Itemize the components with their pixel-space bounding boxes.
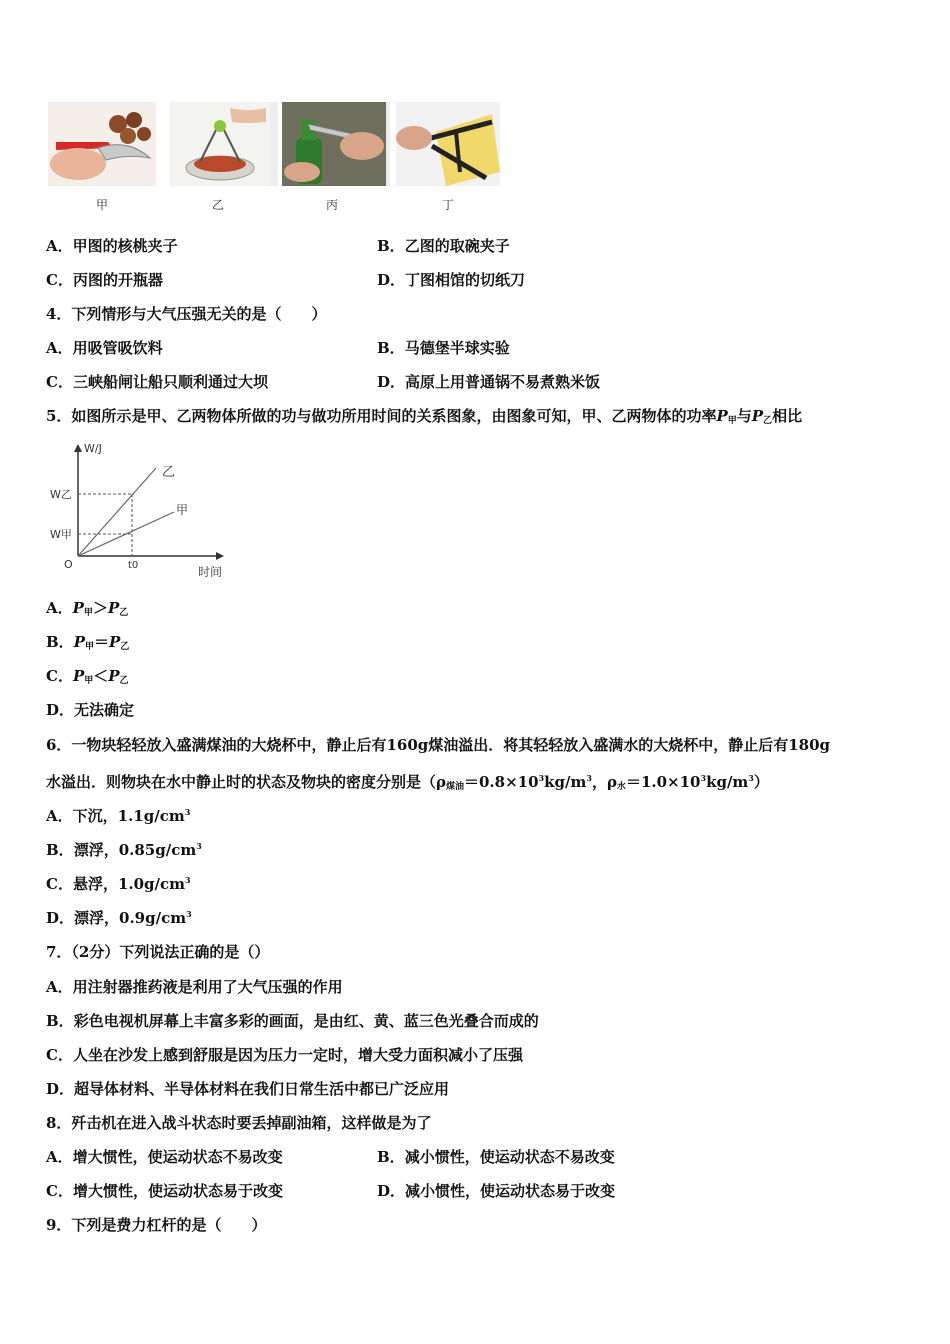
q3-option-c: C．丙图的开瓶器	[46, 271, 163, 289]
q5-option-d: D．无法确定	[46, 701, 135, 719]
origin-label: O	[64, 558, 73, 571]
q8-option-c: C．增大惯性，使运动状态易于改变	[46, 1182, 283, 1200]
q6-option-a: A．下沉，$1.1g/cm^3$	[46, 807, 191, 825]
q5-stem: 5．如图所示是甲、乙两物体所做的功与做功所用时间的关系图象，由图象可知，甲、乙两物体的功率$P_甲$与$P_乙$相比	[46, 407, 803, 426]
q7-option-c: C．人坐在沙发上感到舒服是因为压力一定时，增大受力面积减小了压强	[46, 1046, 523, 1064]
q4-option-a: A．用吸管吸饮料	[46, 339, 163, 357]
q3-option-b: B．乙图的取碗夹子	[377, 237, 510, 255]
y-axis-label: W/J	[84, 442, 102, 455]
bottle-opener-photo	[282, 102, 390, 186]
q8-option-b: B．减小惯性，使运动状态不易改变	[377, 1148, 615, 1166]
q7-stem: 7．（2分）下列说法正确的是（）	[46, 943, 270, 961]
line-yi	[78, 468, 156, 556]
line-yi-label: 乙	[162, 465, 176, 480]
q9-stem: 9．下列是费力杠杆的是（ ）	[46, 1216, 267, 1234]
caption-bing: 丙	[325, 198, 338, 212]
q4-option-d: D．高原上用普通锅不易煮熟米饭	[377, 373, 601, 391]
q8-option-d: D．减小惯性，使运动状态易于改变	[377, 1182, 616, 1200]
q5-option-b: B．$P_甲=P_乙$	[46, 633, 130, 652]
w-jia-label: W甲	[50, 528, 72, 541]
q7-option-a: A．用注射器推药液是利用了大气压强的作用	[46, 978, 343, 996]
q4-option-b: B．马德堡半球实验	[377, 339, 510, 357]
q6-option-b: B．漂浮，$0.85g/cm^3$	[46, 841, 202, 859]
caption-ding: 丁	[441, 198, 454, 212]
paper-cutter-photo	[396, 102, 500, 186]
x-axis-label: 时间	[198, 565, 223, 579]
q8-stem: 8．歼击机在进入战斗状态时要丢掉副油箱，这样做是为了	[46, 1114, 432, 1132]
q6-stem-line1: 6．一物块轻轻放入盛满煤油的大烧杯中，静止后有160g煤油溢出．将其轻轻放入盛满水的大烧杯中，静止后有180g	[46, 736, 831, 754]
q7-option-b: B．彩色电视机屏幕上丰富多彩的画面，是由红、黄、蓝三色光叠合而成的	[46, 1012, 539, 1030]
q3-option-a: A．甲图的核桃夹子	[46, 237, 178, 255]
q6-stem-line2: 水溢出．则物块在水中静止时的状态及物块的密度分别是（$\rho_{煤油}=0.8\times 10^3kg/m^3$，$\rho_水=1.0\times 10^3kg/m^3$）	[46, 773, 769, 792]
q8-option-a: A．增大惯性，使运动状态不易改变	[46, 1148, 283, 1166]
bowl-clip-photo	[170, 102, 278, 186]
q4-option-c: C．三峡船闸让船只顺利通过大坝	[46, 373, 268, 391]
q4-stem: 4．下列情形与大气压强无关的是（ ）	[46, 305, 327, 323]
q5-option-a: A．$P_甲>P_乙$	[46, 599, 129, 618]
w-yi-label: W乙	[50, 488, 72, 501]
walnut-cracker-photo	[48, 102, 156, 186]
q6-option-d: D．漂浮，$0.9g/cm^3$	[46, 909, 192, 927]
q3-option-d: D．丁图相馆的切纸刀	[377, 271, 526, 289]
work-time-graph	[46, 440, 236, 582]
q6-option-c: C．悬浮，$1.0g/cm^3$	[46, 875, 191, 893]
line-jia-label: 甲	[176, 503, 189, 517]
t0-label: t0	[128, 560, 139, 571]
q7-option-d: D．超导体材料、半导体材料在我们日常生活中都已广泛应用	[46, 1080, 450, 1098]
caption-jia: 甲	[95, 198, 108, 212]
y-axis-arrow	[74, 444, 82, 452]
x-axis-arrow	[216, 552, 224, 560]
q5-option-c: C．$P_甲<P_乙$	[46, 667, 129, 686]
caption-yi: 乙	[211, 198, 224, 212]
